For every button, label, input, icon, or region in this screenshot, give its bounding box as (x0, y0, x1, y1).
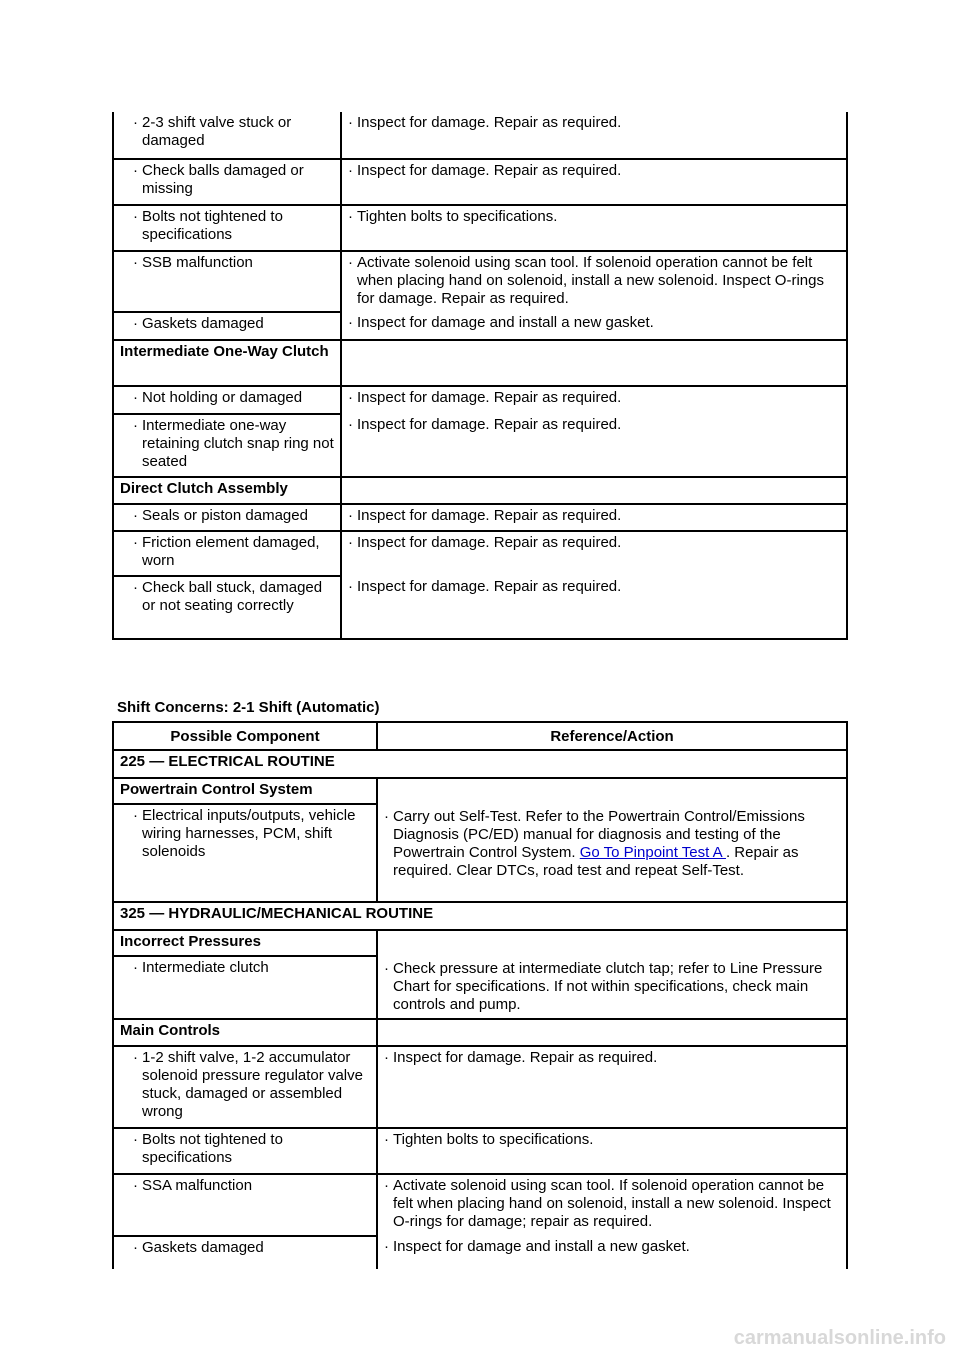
action-cell: · Inspect for damage. Repair as required. (377, 1046, 847, 1128)
group-heading: Main Controls (113, 1019, 377, 1046)
section-title: Shift Concerns: 2-1 Shift (Automatic) (117, 699, 380, 716)
component-cell: · SSA malfunction (113, 1174, 377, 1236)
action-cell: · Activate solenoid using scan tool. If solenoid operation cannot be felt when placing hand on solenoid, install a new solenoid. Inspect O-rings for damage; repair as required. (377, 1174, 847, 1236)
pinpoint-test-link[interactable]: Go To Pinpoint Test A (579, 844, 726, 861)
table-row (113, 312, 847, 340)
component-cell: · Gaskets damaged (113, 1236, 377, 1269)
watermark-footer: carmanualsonline.info (733, 1327, 946, 1349)
action-cell: · Inspect for damage. Repair as required. (341, 386, 847, 414)
table-row (113, 504, 847, 531)
action-cell: · Inspect for damage. Repair as required. (341, 414, 847, 477)
empty-cell (341, 340, 847, 386)
table-header-row (113, 722, 847, 750)
routine-heading-hydraulic: 325 — HYDRAULIC/MECHANICAL ROUTINE (113, 902, 847, 930)
table-row (113, 1128, 847, 1174)
group-heading: Intermediate One-Way Clutch (113, 340, 341, 386)
routine-row (113, 902, 847, 930)
component-cell: · Bolts not tightened to specifications (113, 1128, 377, 1174)
component-cell: · Friction element damaged, worn (113, 531, 341, 576)
table-row (113, 205, 847, 251)
table-row (113, 1174, 847, 1236)
table-row (113, 930, 847, 956)
component-cell: · Not holding or damaged (113, 386, 341, 414)
action-cell: · Inspect for damage. Repair as required. (341, 159, 847, 205)
table-row (113, 112, 847, 159)
table-row (113, 1046, 847, 1128)
column-header-action: Reference/Action (377, 722, 847, 750)
table-row (113, 386, 847, 414)
action-cell: · Inspect for damage. Repair as required. (341, 504, 847, 531)
table-row (113, 477, 847, 504)
group-heading: Incorrect Pressures (113, 930, 377, 956)
table-row (113, 159, 847, 205)
table-row (113, 251, 847, 312)
component-cell: · Check ball stuck, damaged or not seating correctly (113, 576, 341, 639)
component-cell: · Seals or piston damaged (113, 504, 341, 531)
table-row (113, 1236, 847, 1269)
component-cell: · Bolts not tightened to specifications (113, 205, 341, 251)
action-cell: · Inspect for damage. Repair as required. (341, 531, 847, 576)
table-row (113, 531, 847, 576)
action-cell: · Tighten bolts to specifications. (377, 1128, 847, 1174)
diagnosis-table-continued (112, 112, 848, 640)
action-cell: · Check pressure at intermediate clutch tap; refer to Line Pressure Chart for specifications. If not within specifications, check main controls and pump. (377, 930, 847, 1019)
component-cell: · Electrical inputs/outputs, vehicle wiring harnesses, PCM, shift solenoids (113, 804, 377, 902)
empty-cell (377, 1019, 847, 1046)
group-heading: Powertrain Control System (113, 778, 377, 804)
routine-row (113, 750, 847, 778)
routine-heading-electrical: 225 — ELECTRICAL ROUTINE (113, 750, 847, 778)
column-header-component: Possible Component (113, 722, 377, 750)
component-cell: · Check balls damaged or missing (113, 159, 341, 205)
diagnosis-table-2-1-shift (112, 721, 848, 1269)
component-cell: · 2-3 shift valve stuck or damaged (113, 112, 341, 159)
component-cell: · Intermediate one-way retaining clutch snap ring not seated (113, 414, 341, 477)
table-row (113, 1019, 847, 1046)
table-row (113, 576, 847, 639)
table-row (113, 778, 847, 804)
group-heading: Direct Clutch Assembly (113, 477, 341, 504)
component-cell: · Intermediate clutch (113, 956, 377, 1019)
action-cell: · Carry out Self-Test. Refer to the Powertrain Control/Emissions Diagnosis (PC/ED) manual for diagnosis and testing of the Powertrain Control System. Go To Pinpoint Test A . Repair as required. Clear DTCs, road test and repeat Self-Test. (377, 778, 847, 902)
action-cell: · Inspect for damage and install a new gasket. (341, 312, 847, 340)
table-row (113, 414, 847, 477)
action-cell: · Inspect for damage. Repair as required. (341, 576, 847, 639)
action-cell: · Activate solenoid using scan tool. If solenoid operation cannot be felt when placing hand on solenoid, install a new solenoid. Inspect O-rings for damage. Repair as required. (341, 251, 847, 312)
component-cell: · 1-2 shift valve, 1-2 accumulator solenoid pressure regulator valve stuck, damaged or assembled wrong (113, 1046, 377, 1128)
component-cell: · Gaskets damaged (113, 312, 341, 340)
empty-cell (341, 477, 847, 504)
action-cell: · Tighten bolts to specifications. (341, 205, 847, 251)
component-cell: · SSB malfunction (113, 251, 341, 312)
action-cell: · Inspect for damage and install a new gasket. (377, 1236, 847, 1269)
table-row (113, 340, 847, 386)
action-cell: · Inspect for damage. Repair as required. (341, 112, 847, 159)
